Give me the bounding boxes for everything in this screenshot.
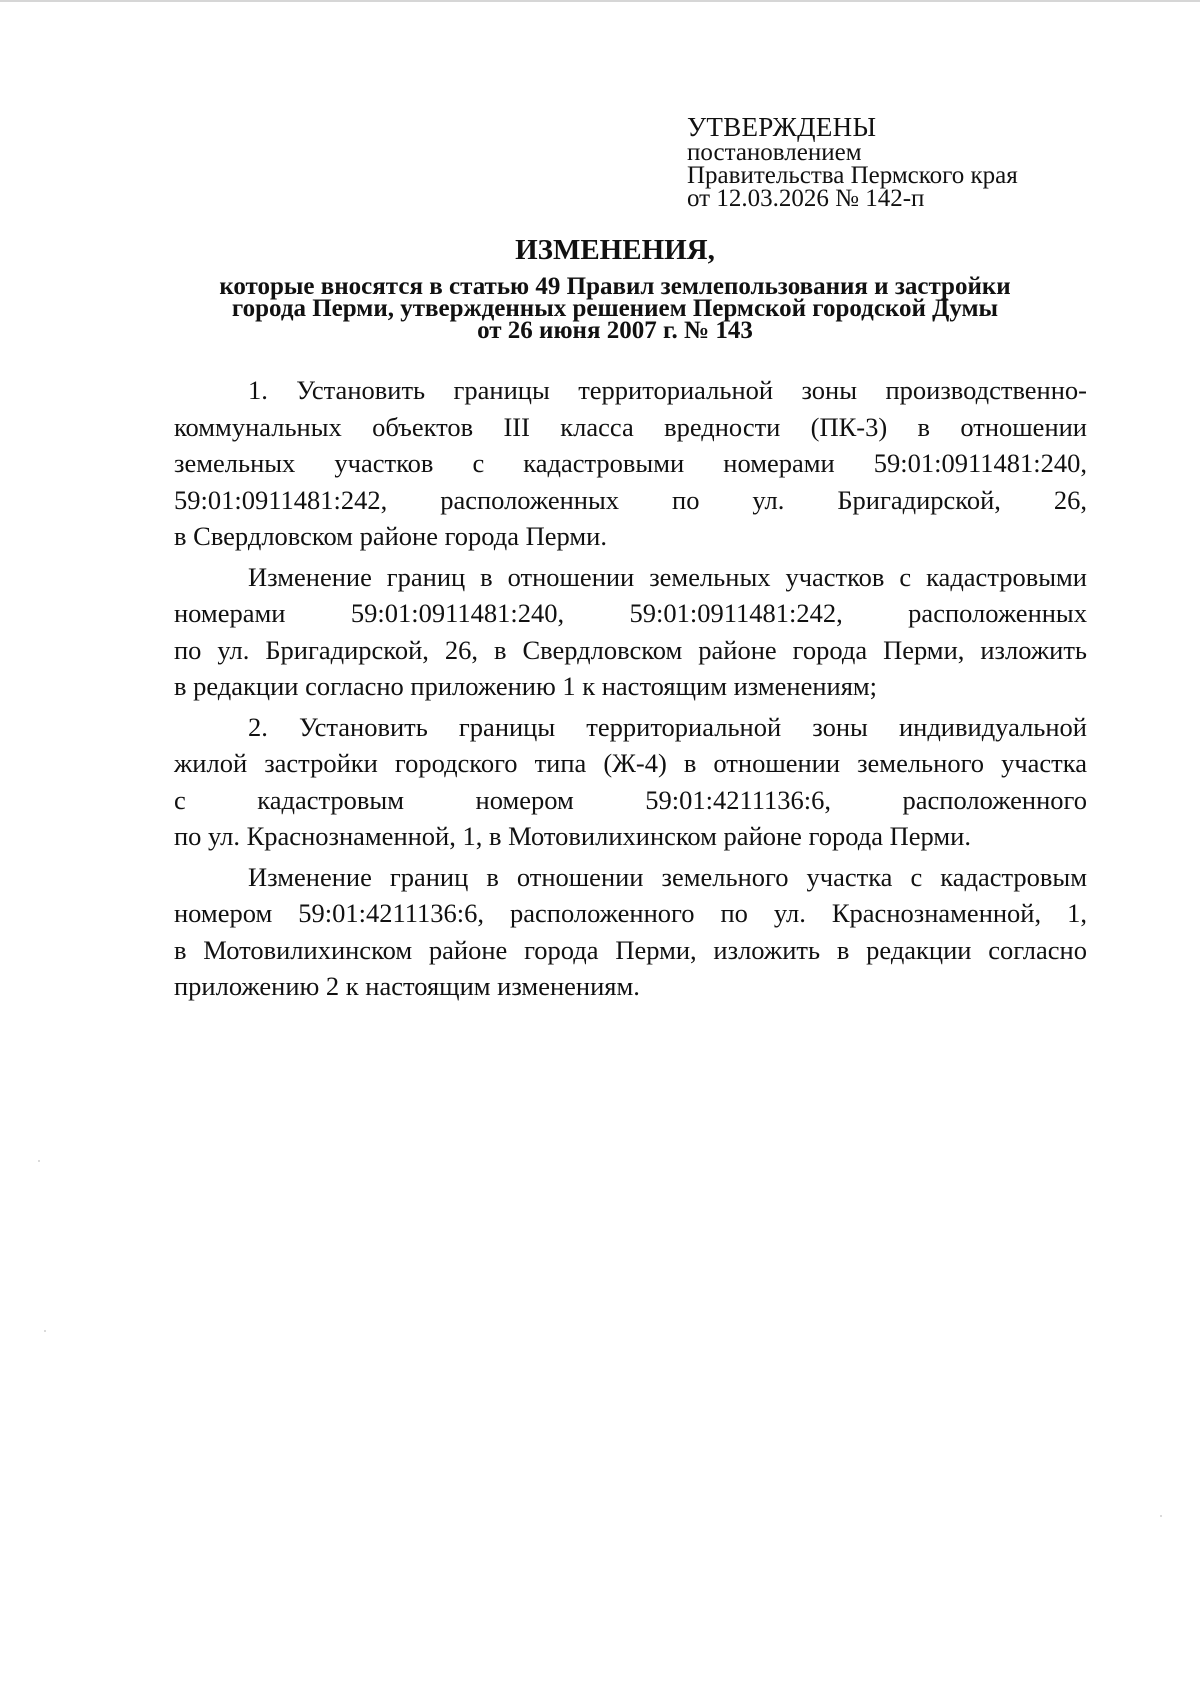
paragraph-line: 59:01:0911481:242, расположенных по ул. Бригадирской, 26, (174, 484, 1087, 515)
paragraph-line: жилой застройки городского типа (Ж-4) в отношении земельного участка (174, 748, 1087, 778)
paragraph-line: 1. Установить границы территориальной зоны производственно- (248, 375, 1087, 405)
paragraph-4 (174, 859, 1087, 1005)
paragraph-line: приложению 2 к настоящим изменениям. (174, 971, 640, 1001)
document-subtitle-line-1: которые вносятся в статью 49 Правил землепользования и застройки (219, 273, 1011, 300)
paragraph-line: Изменение границ в отношении земельных участков с кадастровыми (248, 561, 1087, 592)
scan-speck (44, 1330, 46, 1332)
paragraph-line: в редакции согласно приложению 1 к настоящим изменениям; (174, 671, 878, 701)
document-title: ИЗМЕНЕНИЯ, (515, 234, 715, 266)
paragraph-3 (174, 709, 1087, 855)
paragraph-1 (174, 372, 1087, 555)
paragraph-line: с кадастровым номером 59:01:4211136:6, расположенного (174, 784, 1087, 815)
document-subtitle-line-3: от 26 июня 2007 г. № 143 (477, 317, 753, 344)
document-heading (150, 232, 1080, 342)
approval-line-1: постановлением (687, 139, 862, 166)
paragraph-line: земельных участков с кадастровыми номерами 59:01:0911481:240, (174, 448, 1087, 478)
paragraph-line: по ул. Краснознаменной, 1, в Мотовилихинском районе города Перми. (174, 821, 971, 851)
scan-speck (38, 1160, 40, 1162)
paragraph-line: номерами 59:01:0911481:240, 59:01:0911481:242, расположенных (174, 598, 1087, 628)
paragraph-line: в Свердловском районе города Перми. (174, 521, 607, 551)
paragraph-line: Изменение границ в отношении земельного участка с кадастровым (248, 861, 1087, 892)
paragraph-line: в Мотовилихинском районе города Перми, изложить в редакции согласно (174, 934, 1087, 965)
paragraph-2 (174, 559, 1087, 705)
paragraph-line: 2. Установить границы территориальной зоны индивидуальной (248, 711, 1087, 742)
paragraph-line: номером 59:01:4211136:6, расположенного по ул. Краснознаменной, 1, (174, 898, 1087, 928)
document-subtitle-line-2: города Перми, утвержденных решением Пермской городской Думы (231, 295, 999, 322)
approval-line-3: от 12.03.2026 № 142-п (687, 185, 925, 212)
document-body (174, 372, 1087, 1009)
scan-top-edge (0, 0, 1200, 2)
approval-stamp (687, 114, 1107, 210)
approval-approved: УТВЕРЖДЕНЫ (687, 112, 877, 142)
approval-line-2: Правительства Пермского края (687, 162, 1018, 189)
paragraph-line: по ул. Бригадирской, 26, в Свердловском районе города Перми, изложить (174, 634, 1087, 665)
scan-speck (1160, 1515, 1162, 1517)
paragraph-line: коммунальных объектов III класса вредности (ПК-3) в отношении (174, 411, 1087, 442)
